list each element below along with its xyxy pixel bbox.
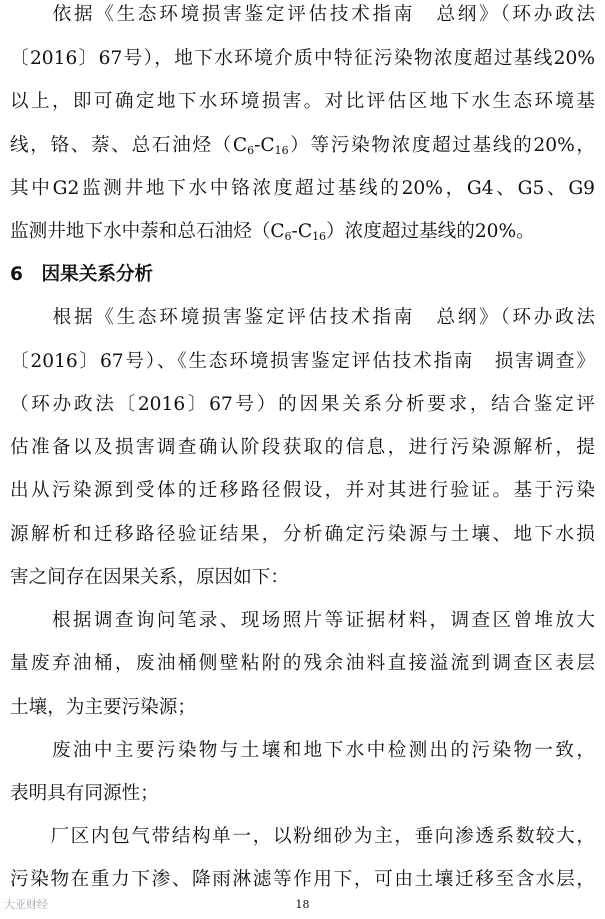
paragraph-line: 根据《生态环境损害鉴定评估技术指南 总纲》（环办政法 bbox=[10, 307, 595, 328]
paragraph-line: 污染物在重力下渗、降雨淋滤等作用下，可由土壤迁移至含水层， bbox=[10, 869, 595, 890]
paragraph-line: 根据调查询问笔录、现场照片等证据材料，调查区曾堆放大 bbox=[10, 610, 595, 631]
paragraph-line: （环办政法〔2016〕67号）的因果关系分析要求，结合鉴定评 bbox=[10, 394, 595, 415]
paragraph-line: 依据《生态环境损害鉴定评估技术指南 总纲》（环办政法 bbox=[10, 4, 595, 25]
paragraph-line: 害之间存在因果关系，原因如下： bbox=[10, 567, 289, 588]
watermark: 大亚财经 bbox=[4, 898, 48, 911]
paragraph-line: 出从污染源到受体的迁移路径假设，并对其进行验证。基于污染 bbox=[10, 480, 595, 501]
paragraph-line: 量废弃油桶，废油桶侧壁粘附的残余油料直接溢流到调查区表层 bbox=[10, 653, 595, 674]
paragraph-line: 其中G2监测井地下水中铬浓度超过基线的20%，G4、G5、G9 bbox=[10, 178, 595, 199]
paragraph-line: 源解析和迁移路径验证结果，分析确定污染源与土壤、地下水损 bbox=[10, 524, 595, 545]
paragraph-line: 表明具有同源性； bbox=[10, 783, 159, 804]
page-number: 18 bbox=[295, 898, 310, 911]
paragraph-line: 〔2016〕67号），地下水环境介质中特征污染物浓度超过基线20% bbox=[10, 48, 595, 69]
paragraph-line: 监测井地下水中萘和总石油烃$(C_6-C_{16})$浓度超过基线的20%。 bbox=[10, 221, 535, 243]
paragraph-line: 以上，即可确定地下水环境损害。对比评估区地下水生态环境基 bbox=[10, 91, 595, 112]
paragraph-line: 〔2016〕67号）、《生态环境损害鉴定评估技术指南 损害调查》 bbox=[10, 351, 595, 372]
paragraph-line: 线，铬、萘、总石油烃$(C_6-C_{16})$等污染物浓度超过基线的20%， bbox=[10, 135, 596, 157]
paragraph-line: 废油中主要污染物与土壤和地下水中检测出的污染物一致， bbox=[10, 740, 595, 761]
paragraph-line: 土壤，为主要污染源； bbox=[10, 697, 196, 718]
section-heading: 6 因果关系分析 bbox=[10, 264, 154, 285]
paragraph-line: 估准备以及损害调查确认阶段获取的信息，进行污染源解析，提 bbox=[10, 437, 595, 458]
paragraph-line: 厂区内包气带结构单一，以粉细砂为主，垂向渗透系数较大， bbox=[10, 826, 595, 847]
